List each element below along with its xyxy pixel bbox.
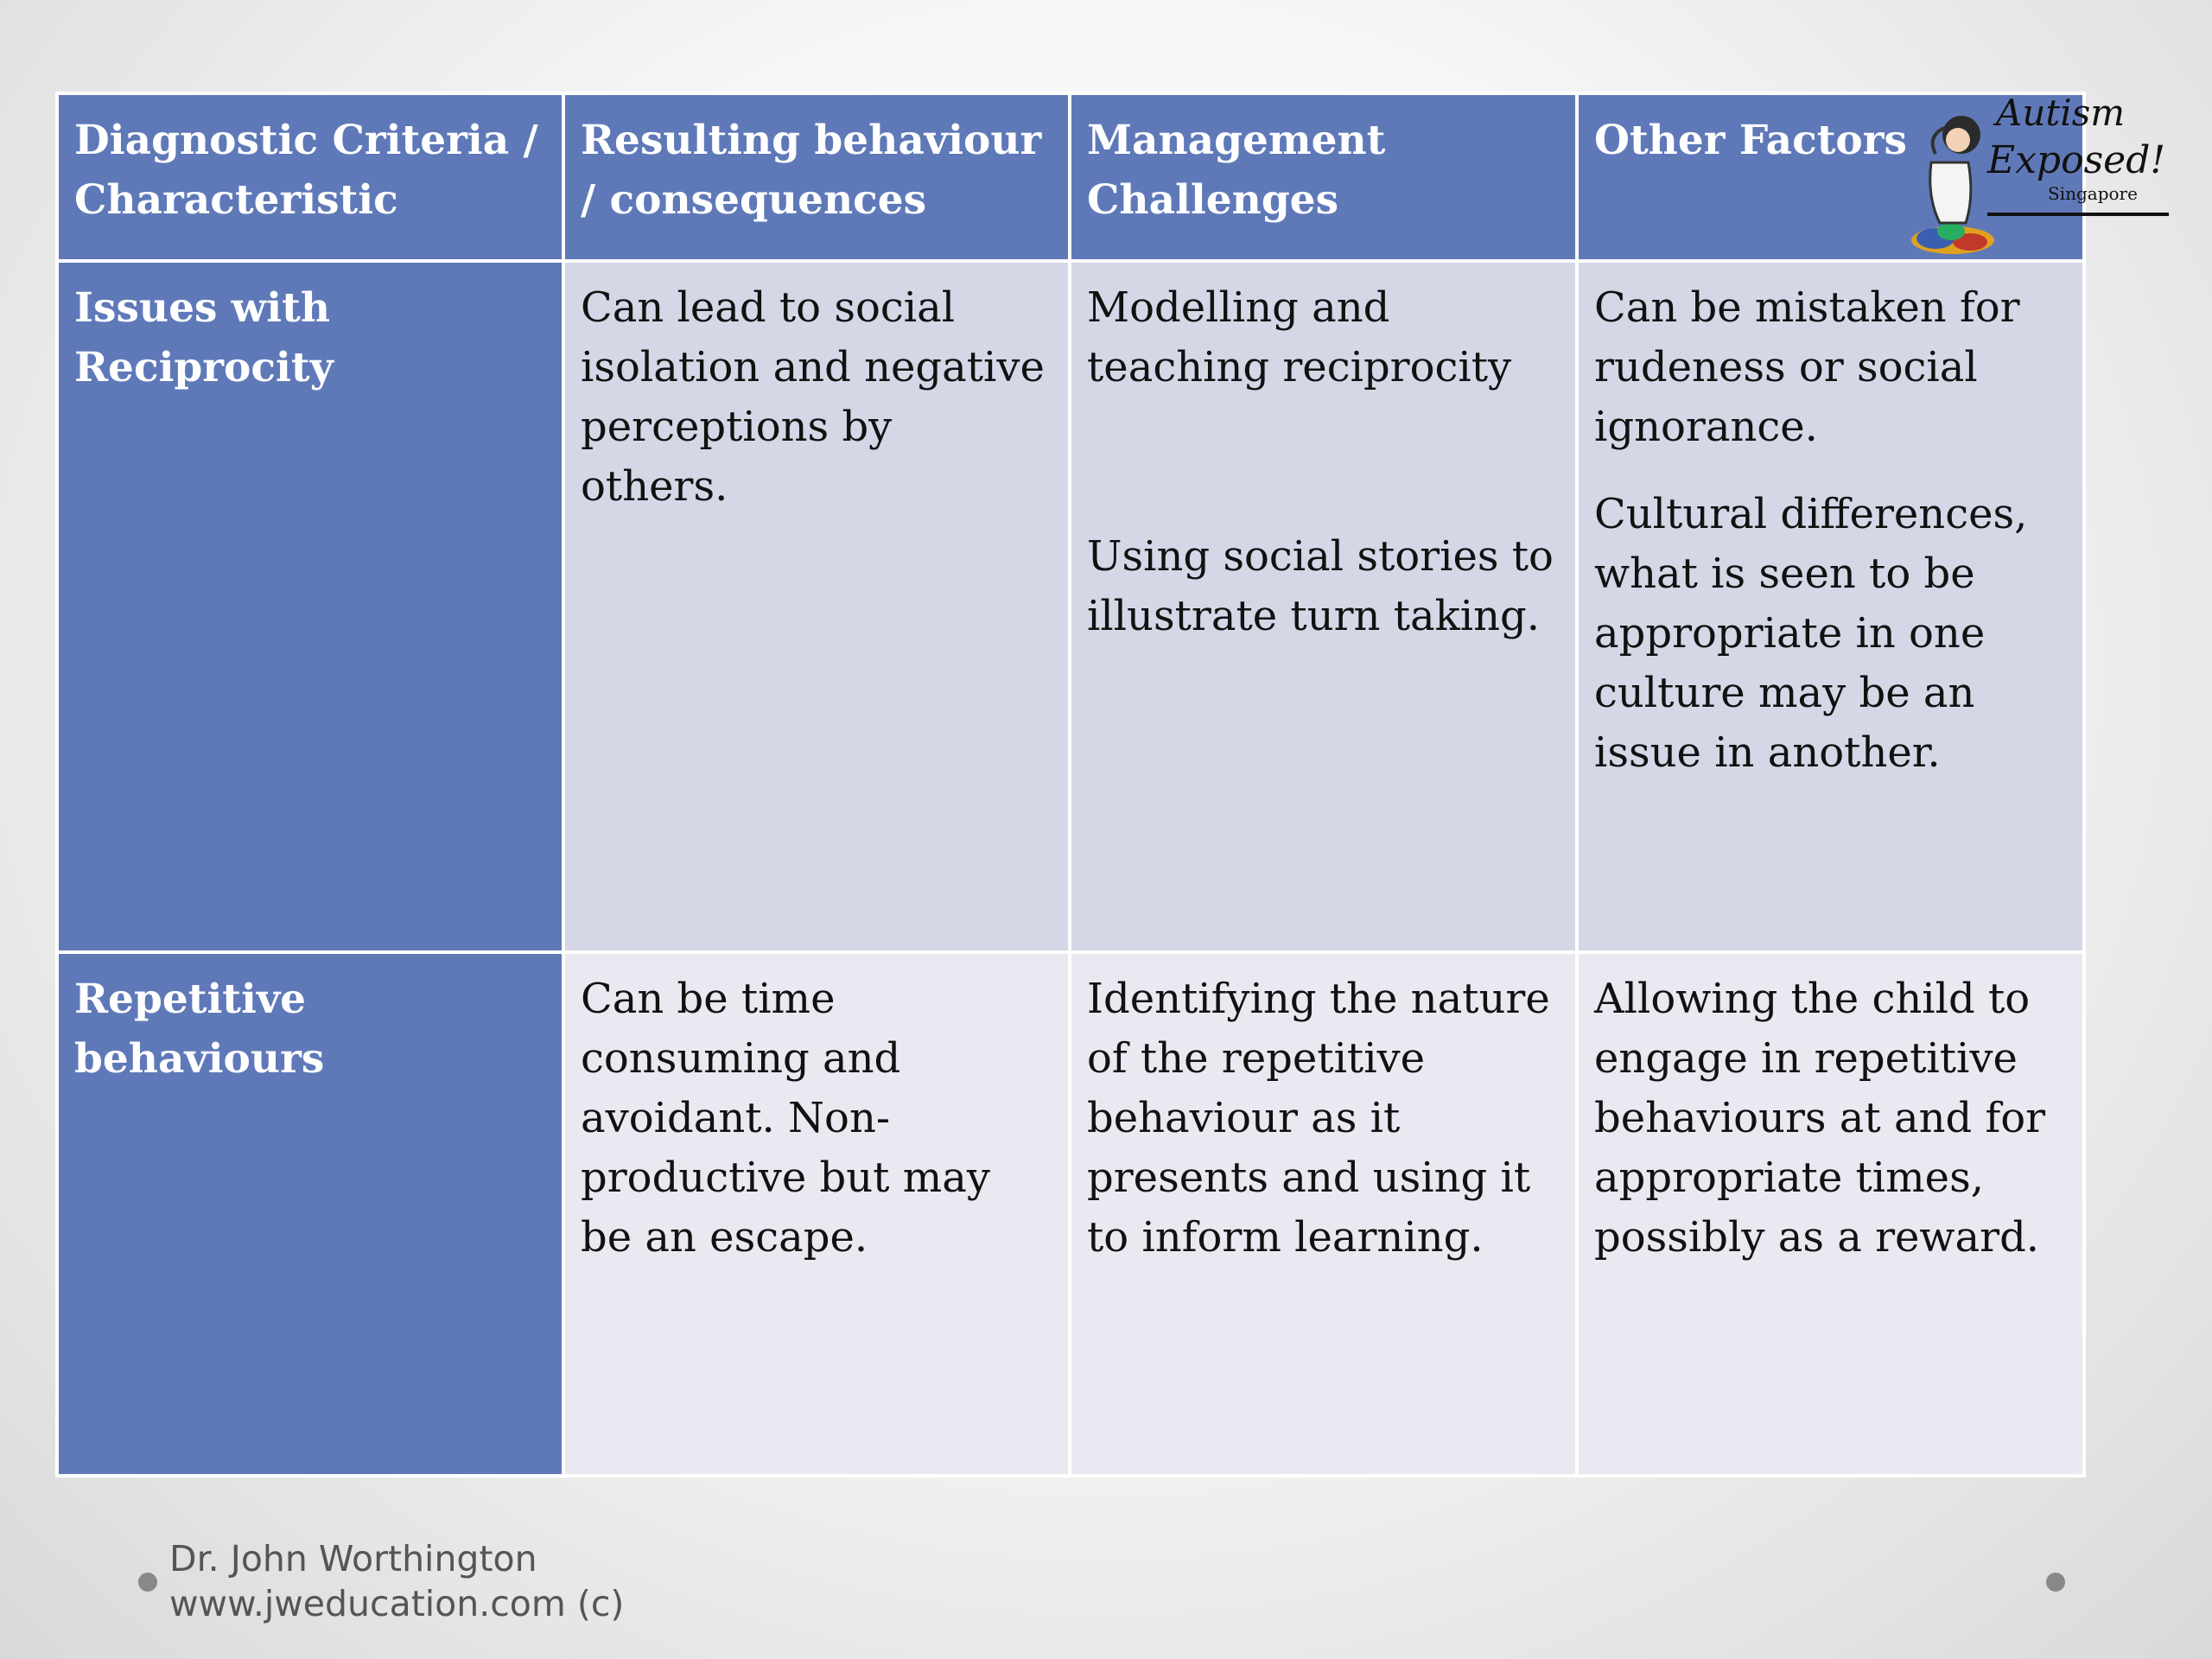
header-other-factors-text: Other Factors [1594,117,1908,164]
child-figure-icon [1901,102,1996,256]
row-label-text: Repetitive behaviours [74,976,325,1083]
cell-other-factors [1577,261,2084,952]
logo-text-exposed: Exposed! [1987,138,2166,182]
criteria-table-container [55,92,2166,1474]
cell-management [1070,952,1577,1476]
table-row [57,261,2084,952]
cell-paragraph: Using social stories to illustrate turn taking. [1087,532,1554,640]
cell-behaviour [563,952,1070,1476]
logo-text-autism: Autism [1996,92,2126,134]
footer-website: www.jweducation.com (c) [169,1583,625,1624]
header-diagnostic-criteria [57,93,563,261]
cell-management [1070,261,1577,952]
bullet-dot-icon [2046,1573,2065,1592]
table-header-row [57,93,2084,261]
cell-paragraph: Can lead to social isolation and negative perceptions by others. [581,283,1045,511]
header-other-factors [1577,92,2166,261]
cell-paragraph: Allowing the child to engage in repetitive behaviours at and for appropriate times, possibly as a reward. [1594,975,2046,1262]
header-diagnostic-criteria-text: Diagnostic Criteria / Characteristic [74,117,538,224]
bullet-dot-icon [138,1573,157,1592]
row-label-text: Issues with Reciprocity [74,284,334,391]
cell-paragraph: Identifying the nature of the repetitive behaviour as it presents and using it to inform learning. [1087,975,1550,1262]
footer-author: Dr. John Worthington [169,1538,537,1580]
header-resulting-behaviour [563,93,1070,261]
cell-paragraph: Modelling and teaching reciprocity [1087,283,1512,391]
row-label-repetitive [57,952,563,1476]
logo-text-singapore: Singapore [2048,183,2138,204]
cell-other-factors [1577,952,2084,1476]
cell-paragraph: Cultural differences, what is seen to be appropriate in one culture may be an issue in another. [1594,490,2028,777]
footer [169,1536,624,1626]
cell-behaviour [563,261,1070,952]
criteria-table [55,92,2166,1478]
autism-exposed-logo [1901,92,2186,259]
logo-underline [1987,213,2169,216]
row-label-reciprocity [57,261,563,952]
header-management-challenges [1070,93,1577,261]
cell-paragraph: Can be mistaken for rudeness or social ignorance. [1594,283,2020,451]
cell-paragraph: Can be time consuming and avoidant. Non-productive but may be an escape. [581,975,990,1262]
header-resulting-behaviour-text: Resulting behaviour / consequences [581,117,1042,224]
header-management-challenges-text: Management Challenges [1087,117,1386,224]
table-row [57,952,2084,1476]
